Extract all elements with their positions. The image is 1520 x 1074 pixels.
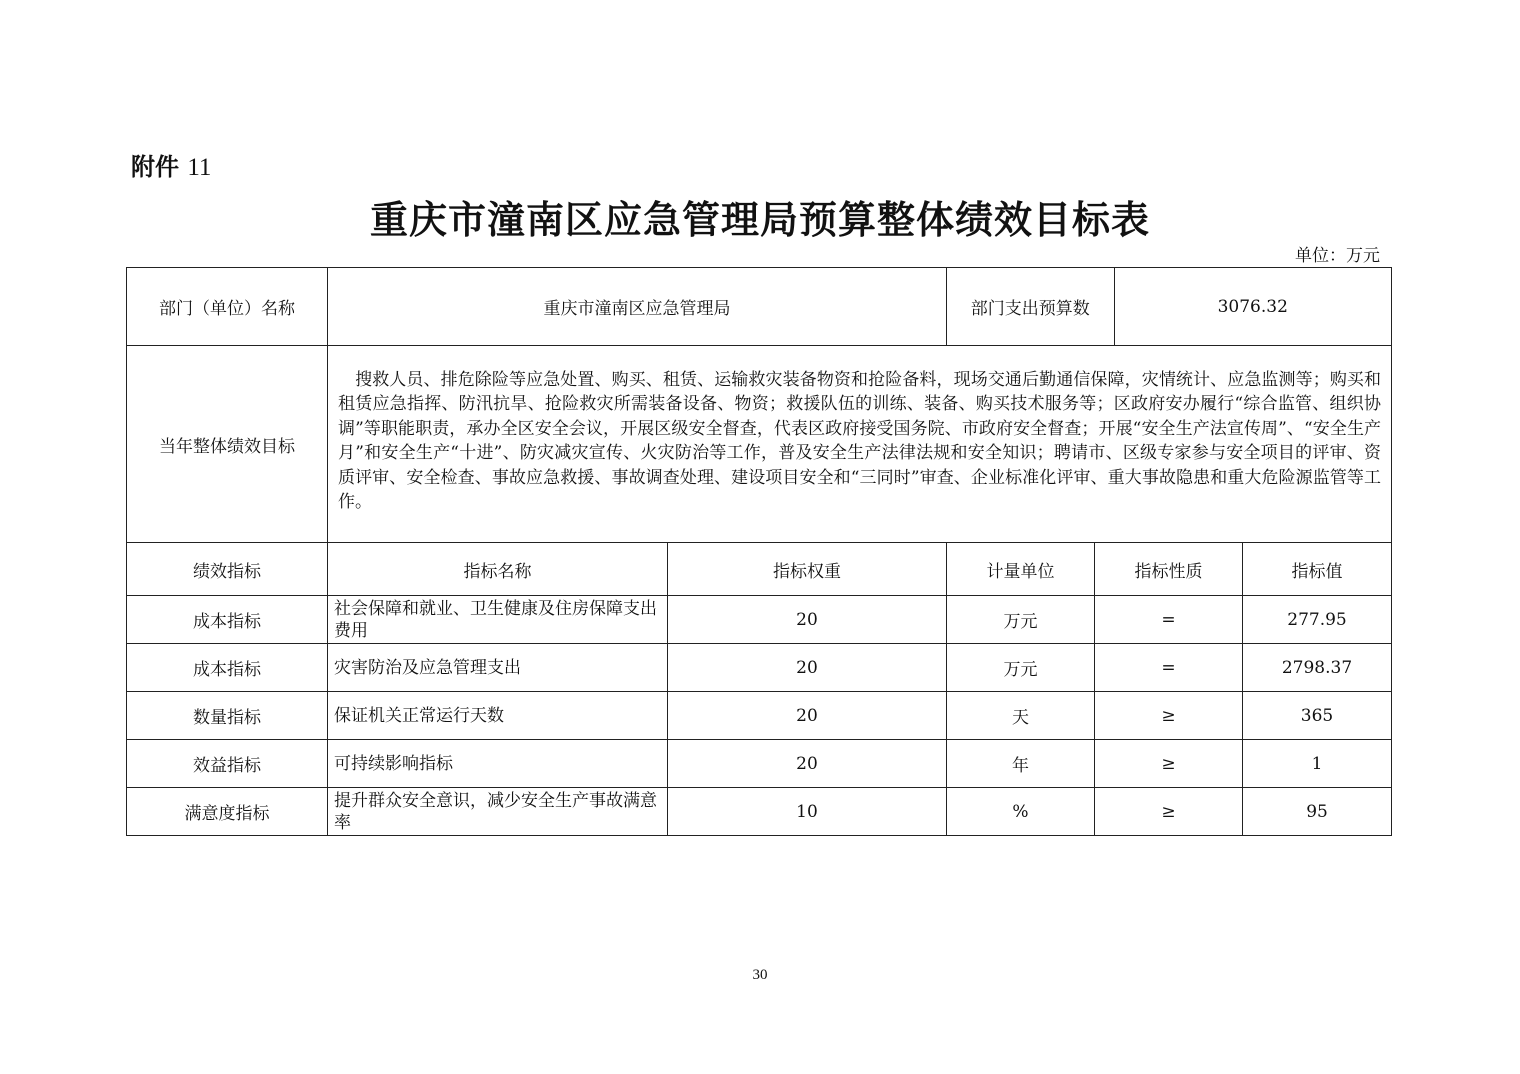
header-value: 指标值	[1243, 543, 1392, 596]
row-unit: 年	[947, 740, 1095, 788]
row-unit: %	[947, 788, 1095, 836]
header-nature: 指标性质	[1095, 543, 1243, 596]
page-title: 重庆市潼南区应急管理局预算整体绩效目标表	[369, 197, 1150, 242]
row-name: 灾害防治及应急管理支出	[328, 644, 668, 692]
row-value: 95	[1243, 788, 1392, 836]
dept-name-cell: 重庆市潼南区应急管理局	[328, 268, 947, 346]
budget-subtable	[947, 268, 1391, 345]
goal-text: 搜救人员、排危除险等应急处置、购买、租赁、运输救灾装备物资和抢险备料，现场交通后勤通信保障，灾情统计、应急监测等；购买和租赁应急指挥、防汛抗旱、抢险救灾所需装备设备、物资；救援队伍的训练、装备、购买技术服务等；区政府安办履行“综合监管、组织协调”等职能职责，承办全区安全会议，开展区级安全督查，代表区政府接受国务院、市政府安全督查；开展“安全生产法宣传周”、“安全生产月”和安全生产“十进”、防灾减灾宣传、火灾防治等工作，普及安全生产法律法规和安全知识；聘请市、区级专家参与安全项目的评审、资质评审、安全检查、事故应急救援、事故调查处理、建设项目安全和“三同时”审查、企业标准化评审、重大事故隐患和重大危险源监管等工作。	[338, 369, 1382, 512]
row-unit: 万元	[947, 596, 1095, 644]
row-nature: =	[1095, 644, 1243, 692]
row-value: 2798.37	[1243, 644, 1392, 692]
row-unit: 万元	[947, 644, 1095, 692]
row-category: 满意度指标	[127, 788, 328, 836]
table-row	[127, 788, 1392, 836]
goal-row	[127, 346, 1392, 543]
attachment-text: 附件	[131, 153, 179, 181]
table-row	[127, 692, 1392, 740]
row-name: 可持续影响指标	[328, 740, 668, 788]
goal-label-cell: 当年整体绩效目标	[127, 346, 328, 543]
row-category: 成本指标	[127, 644, 328, 692]
row-weight: 20	[668, 692, 947, 740]
row-nature: ≥	[1095, 692, 1243, 740]
row-weight: 20	[668, 740, 947, 788]
row-nature: ≥	[1095, 788, 1243, 836]
attachment-label	[131, 147, 211, 182]
summary-row	[127, 268, 1392, 346]
attachment-number: 11	[187, 154, 212, 181]
header-weight: 指标权重	[668, 543, 947, 596]
page-number: 30	[752, 967, 768, 983]
row-weight: 20	[668, 644, 947, 692]
row-nature: ≥	[1095, 740, 1243, 788]
row-category: 成本指标	[127, 596, 328, 644]
header-name: 指标名称	[328, 543, 668, 596]
row-value: 365	[1243, 692, 1392, 740]
row-unit: 天	[947, 692, 1095, 740]
header-row	[127, 543, 1392, 596]
row-value: 277.95	[1243, 596, 1392, 644]
budget-group-cell	[947, 268, 1392, 346]
table-row	[127, 596, 1392, 644]
unit-label: 单位：万元	[1295, 246, 1380, 266]
performance-table	[126, 267, 1392, 836]
header-unit: 计量单位	[947, 543, 1095, 596]
row-name: 提升群众安全意识，减少安全生产事故满意率	[328, 788, 668, 836]
row-weight: 10	[668, 788, 947, 836]
dept-label-cell: 部门（单位）名称	[127, 268, 328, 346]
row-category: 数量指标	[127, 692, 328, 740]
budget-value-cell: 3076.32	[1217, 296, 1288, 317]
row-weight: 20	[668, 596, 947, 644]
row-name: 保证机关正常运行天数	[328, 692, 668, 740]
table-row	[127, 644, 1392, 692]
row-nature: =	[1095, 596, 1243, 644]
budget-label-cell: 部门支出预算数	[947, 268, 1114, 345]
table-row	[127, 740, 1392, 788]
row-name: 社会保障和就业、卫生健康及住房保障支出费用	[328, 596, 668, 644]
header-category: 绩效指标	[127, 543, 328, 596]
row-value: 1	[1243, 740, 1392, 788]
row-category: 效益指标	[127, 740, 328, 788]
goal-text-cell	[328, 346, 1392, 543]
